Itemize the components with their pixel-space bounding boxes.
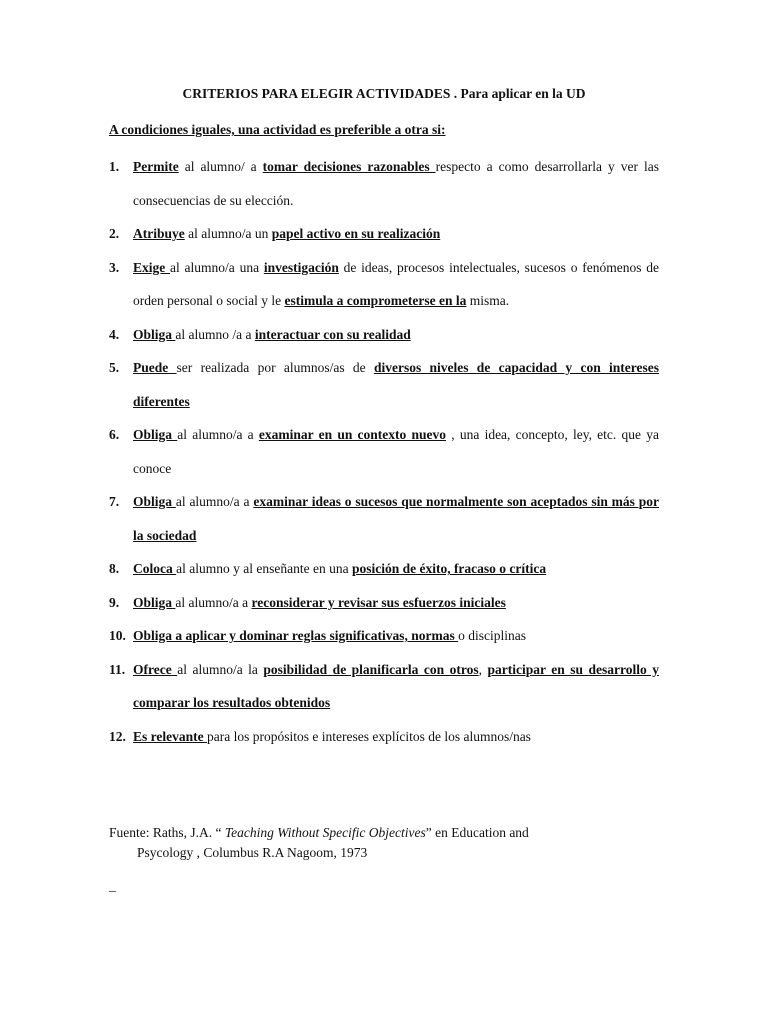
criterion-item [109, 150, 659, 217]
source-rest: en Education and [431, 825, 529, 840]
criterion-number: 12. [109, 728, 126, 744]
criterion-emphasis: posición de éxito, fracaso o crítica [351, 561, 547, 576]
document-title: CRITERIOS PARA ELEGIR ACTIVIDADES . Para aplicar en la UD [182, 86, 586, 101]
source-line-2: Psycology , Columbus R.A Nagoom, 1973 [137, 845, 368, 860]
criterion-emphasis: Obliga [133, 427, 178, 442]
trailing-mark: _ [109, 878, 116, 893]
criterion-emphasis: Puede [133, 360, 177, 375]
criterion-item [109, 720, 659, 754]
criterion-text: para los propósitos e intereses explícitos de los alumnos/nas [207, 728, 531, 744]
criterion-emphasis: tomar decisiones razonables [262, 159, 436, 174]
criterion-text: , una idea, concepto, ley, etc. que ya conoce [133, 427, 659, 476]
criterion-number: 3. [109, 259, 120, 275]
criterion-emphasis: diversos niveles de capacidad y con intereses diferentes [133, 360, 659, 409]
criterion-item [109, 653, 659, 720]
criterion-item [109, 217, 659, 251]
criterion-text: al alumno/a a [175, 594, 252, 610]
criterion-text: al alumno/a a [175, 494, 254, 509]
source-quote-close: ” [425, 825, 432, 840]
criterion-emphasis: Obliga a aplicar y dominar reglas significativas, normas [133, 628, 459, 643]
criterion-text: al alumno/a a [177, 427, 259, 442]
criterion-number: 2. [109, 226, 120, 241]
criterion-number: 7. [109, 494, 120, 509]
criterion-emphasis: reconsiderar y revisar sus esfuerzos iniciales [251, 594, 506, 610]
document-subtitle: A condiciones iguales, una actividad es preferible a otra si: [109, 122, 446, 137]
criterion-text: al alumno /a a [175, 326, 255, 342]
criterion-item [109, 619, 659, 653]
criterion-number: 11. [109, 661, 126, 677]
source-prefix: Fuente: Raths, J.A. [109, 825, 216, 840]
criterion-item [109, 251, 659, 318]
criterion-item [109, 485, 659, 552]
criterion-text: al alumno y al enseñante en una [176, 561, 352, 576]
source-citation [109, 823, 659, 863]
criterion-emphasis: participar en su desarrollo y comparar los resultados obtenidos [133, 661, 659, 710]
criterion-text: al alumno/ a [178, 159, 263, 174]
criterion-item [109, 418, 659, 485]
criterion-emphasis: Es relevante [133, 728, 207, 744]
criterion-text: al alumno/a una [170, 259, 264, 275]
criterion-emphasis: interactuar con su realidad [254, 326, 411, 342]
criterion-item [109, 586, 659, 620]
criterion-text: de ideas, procesos intelectuales, sucesos o fenómenos de orden personal o social y le [133, 259, 659, 308]
criterion-emphasis: estimula a comprometerse en la [284, 293, 467, 308]
criteria-list [109, 150, 659, 753]
criterion-text: , [478, 661, 488, 677]
criterion-emphasis: Obliga [133, 494, 176, 509]
criterion-emphasis: Atribuye [133, 226, 185, 241]
criterion-emphasis: Coloca [133, 561, 177, 576]
criterion-text: misma. [466, 293, 510, 308]
criterion-emphasis: examinar en un contexto nuevo [258, 427, 447, 442]
criterion-text: ser realizada por alumnos/as de [176, 360, 374, 375]
criterion-number: 4. [109, 326, 120, 342]
criterion-text: al alumno/a un [184, 226, 272, 241]
criterion-number: 10. [109, 628, 126, 643]
criterion-emphasis: investigación [263, 259, 339, 275]
source-work-title: Teaching Without Specific Objectives [224, 825, 426, 840]
criterion-number: 5. [109, 360, 120, 375]
criterion-number: 1. [109, 159, 120, 174]
criterion-emphasis: examinar ideas o sucesos que normalmente son aceptados sin más por la sociedad [133, 494, 660, 543]
criterion-text: o disciplinas [458, 628, 527, 643]
criterion-item [109, 318, 659, 352]
criterion-emphasis: Obliga [133, 594, 176, 610]
criterion-text: al alumno/a la [177, 661, 264, 677]
criterion-item [109, 351, 659, 418]
source-quote-open: “ [215, 825, 225, 840]
criterion-emphasis: papel activo en su realización [271, 226, 441, 241]
criterion-emphasis: Permite [133, 159, 179, 174]
criterion-number: 6. [109, 427, 120, 442]
criterion-emphasis: Ofrece [133, 661, 178, 677]
criterion-number: 8. [109, 561, 120, 576]
criterion-emphasis: posibilidad de planificarla con otros [263, 661, 479, 677]
criterion-text: respecto a como desarrollarla y ver las consecuencias de su elección. [133, 159, 659, 208]
criterion-number: 9. [109, 594, 120, 610]
criterion-emphasis: Exige [133, 259, 171, 275]
criterion-emphasis: Obliga [133, 326, 176, 342]
criterion-item [109, 552, 659, 586]
